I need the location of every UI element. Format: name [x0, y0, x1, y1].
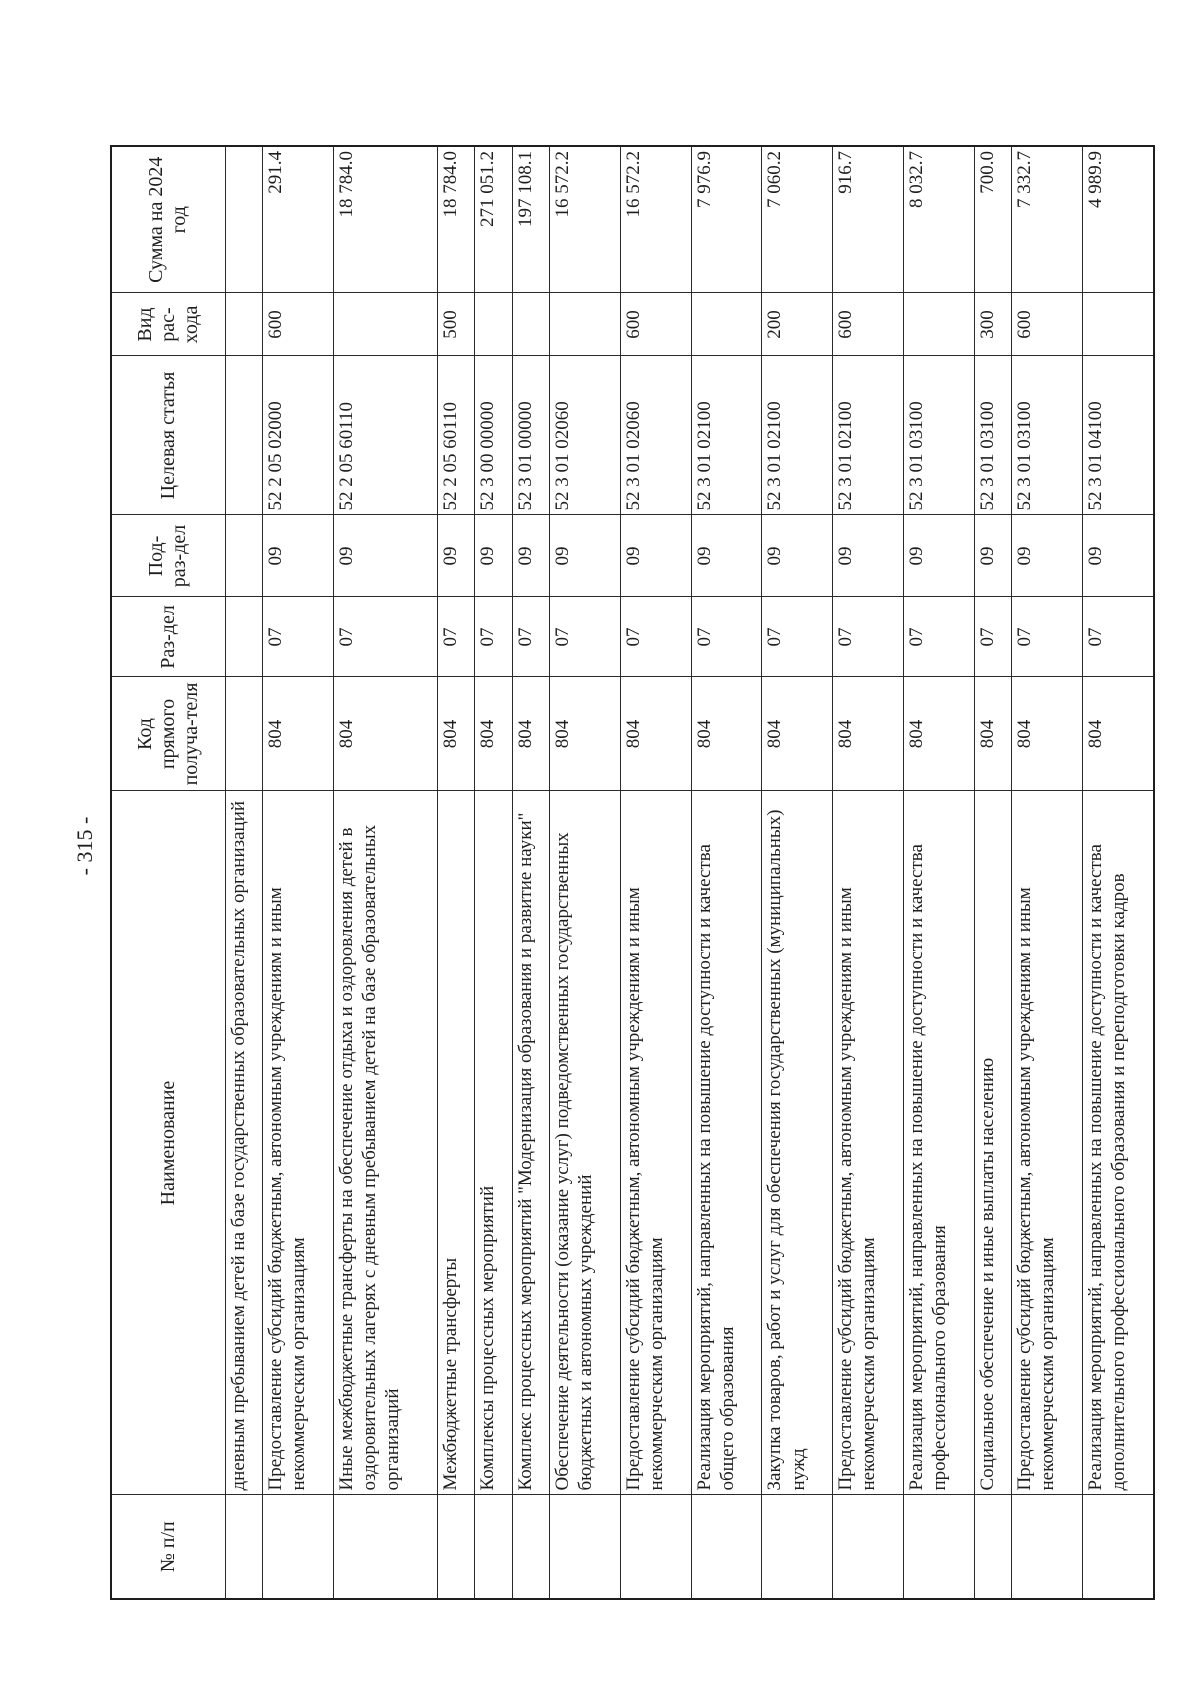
row-subsection [225, 515, 263, 597]
row-expense-type [512, 293, 550, 356]
row-subsection: 09 [1082, 515, 1154, 597]
row-amount: 291.4 [263, 146, 334, 293]
row-target-article: 52 2 05 60110 [437, 356, 475, 515]
row-section: 07 [333, 597, 437, 677]
header-section: Раз-дел [111, 597, 225, 677]
row-recipient-code: 804 [1082, 677, 1154, 791]
row-name: дневным пребыванием детей на базе государственных образовательных организаций [225, 791, 263, 1495]
row-target-article: 52 2 05 60110 [333, 356, 437, 515]
header-name: Наименование [111, 791, 225, 1495]
row-target-article: 52 3 01 02100 [833, 356, 904, 515]
row-target-article: 52 3 01 02060 [550, 356, 621, 515]
table-row [512, 146, 550, 1599]
row-recipient-code: 804 [691, 677, 762, 791]
table-row [691, 146, 762, 1599]
row-subsection: 09 [691, 515, 762, 597]
row-num [903, 1495, 974, 1599]
row-name: Комплекс процессных мероприятий "Модернизация образования и развитие науки" [512, 791, 550, 1495]
table-row [550, 146, 621, 1599]
row-section: 07 [1082, 597, 1154, 677]
row-num [762, 1495, 833, 1599]
row-num [263, 1495, 334, 1599]
row-section: 07 [512, 597, 550, 677]
row-recipient-code: 804 [974, 677, 1012, 791]
row-num [1012, 1495, 1083, 1599]
row-num [512, 1495, 550, 1599]
row-num [437, 1495, 475, 1599]
row-recipient-code: 804 [333, 677, 437, 791]
table-row [333, 146, 437, 1599]
row-num [475, 1495, 513, 1599]
row-num [550, 1495, 621, 1599]
row-expense-type [475, 293, 513, 356]
row-recipient-code: 804 [762, 677, 833, 791]
row-expense-type [225, 293, 263, 356]
row-subsection: 09 [833, 515, 904, 597]
row-subsection: 09 [550, 515, 621, 597]
header-subsection: Под-раз-дел [111, 515, 225, 597]
header-recipient-code: Код прямого получа-теля [111, 677, 225, 791]
row-expense-type [903, 293, 974, 356]
table-row [903, 146, 974, 1599]
row-subsection: 09 [620, 515, 691, 597]
table-row [1012, 146, 1083, 1599]
row-num [225, 1495, 263, 1599]
row-recipient-code: 804 [475, 677, 513, 791]
table-row [620, 146, 691, 1599]
row-expense-type [691, 293, 762, 356]
row-section: 07 [620, 597, 691, 677]
row-name: Предоставление субсидий бюджетным, автономным учреждениям и иным некоммерческим организациям [620, 791, 691, 1495]
row-recipient-code: 804 [1012, 677, 1083, 791]
row-amount: 8 032.7 [903, 146, 974, 293]
row-num [833, 1495, 904, 1599]
row-section: 07 [475, 597, 513, 677]
row-section: 07 [437, 597, 475, 677]
row-target-article: 52 3 00 00000 [475, 356, 513, 515]
row-section: 07 [903, 597, 974, 677]
table-body [225, 146, 1154, 1599]
table-row [263, 146, 334, 1599]
row-recipient-code: 804 [437, 677, 475, 791]
row-section: 07 [263, 597, 334, 677]
table-row [437, 146, 475, 1599]
row-amount: 916.7 [833, 146, 904, 293]
header-num: № п/п [111, 1495, 225, 1599]
row-subsection: 09 [437, 515, 475, 597]
row-amount: 16 572.2 [620, 146, 691, 293]
row-target-article: 52 3 01 03100 [1012, 356, 1083, 515]
header-amount-2024: Сумма на 2024 год [111, 146, 225, 293]
row-expense-type: 600 [263, 293, 334, 356]
row-name: Иные межбюджетные трансферты на обеспечение отдыха и оздоровления детей в оздоровительных лагерях с дневным пребыванием детей на базе образовательных организаций [333, 791, 437, 1495]
row-num [974, 1495, 1012, 1599]
row-recipient-code: 804 [620, 677, 691, 791]
row-recipient-code: 804 [833, 677, 904, 791]
rotated-table-container [110, 147, 1155, 1600]
table-row [762, 146, 833, 1599]
row-subsection: 09 [263, 515, 334, 597]
row-expense-type: 500 [437, 293, 475, 356]
row-name: Межбюджетные трансферты [437, 791, 475, 1495]
header-expense-type: Вид рас-хода [111, 293, 225, 356]
row-recipient-code: 804 [550, 677, 621, 791]
row-name: Обеспечение деятельности (оказание услуг) подведомственных государственных бюджетных и автономных учреждений [550, 791, 621, 1495]
table-header-row [111, 146, 225, 1599]
row-target-article: 52 3 01 02060 [620, 356, 691, 515]
row-subsection: 09 [762, 515, 833, 597]
row-expense-type: 300 [974, 293, 1012, 356]
row-amount: 4 989.9 [1082, 146, 1154, 293]
row-amount: 700.0 [974, 146, 1012, 293]
row-subsection: 09 [333, 515, 437, 597]
row-name: Комплексы процессных мероприятий [475, 791, 513, 1495]
row-name: Реализация мероприятий, направленных на повышение доступности и качества общего образования [691, 791, 762, 1495]
row-target-article: 52 3 01 00000 [512, 356, 550, 515]
table-row [833, 146, 904, 1599]
row-section: 07 [762, 597, 833, 677]
row-target-article: 52 3 01 03100 [974, 356, 1012, 515]
row-amount: 271 051.2 [475, 146, 513, 293]
row-name: Реализация мероприятий, направленных на повышение доступности и качества профессионального образования [903, 791, 974, 1495]
row-amount: 16 572.2 [550, 146, 621, 293]
row-name: Социальное обеспечение и иные выплаты населению [974, 791, 1012, 1495]
page-number: - 315 - [72, 816, 97, 876]
row-name: Реализация мероприятий, направленных на повышение доступности и качества дополнительного профессионального образования и переподготовки кадров [1082, 791, 1154, 1495]
row-section [225, 597, 263, 677]
row-section: 07 [550, 597, 621, 677]
row-target-article [225, 356, 263, 515]
row-subsection: 09 [903, 515, 974, 597]
row-expense-type [1082, 293, 1154, 356]
row-expense-type: 600 [833, 293, 904, 356]
row-amount: 7 060.2 [762, 146, 833, 293]
row-target-article: 52 3 01 04100 [1082, 356, 1154, 515]
row-recipient-code: 804 [903, 677, 974, 791]
row-expense-type: 600 [620, 293, 691, 356]
row-name: Предоставление субсидий бюджетным, автономным учреждениям и иным некоммерческим организациям [1012, 791, 1083, 1495]
row-section: 07 [833, 597, 904, 677]
table-row [475, 146, 513, 1599]
row-name: Предоставление субсидий бюджетным, автономным учреждениям и иным некоммерческим организациям [263, 791, 334, 1495]
row-subsection: 09 [1012, 515, 1083, 597]
row-target-article: 52 3 01 02100 [762, 356, 833, 515]
row-expense-type: 600 [1012, 293, 1083, 356]
row-target-article: 52 3 01 03100 [903, 356, 974, 515]
row-expense-type: 200 [762, 293, 833, 356]
row-num [1082, 1495, 1154, 1599]
table-row [974, 146, 1012, 1599]
row-num [620, 1495, 691, 1599]
row-subsection: 09 [475, 515, 513, 597]
row-name: Предоставление субсидий бюджетным, автономным учреждениям и иным некоммерческим организациям [833, 791, 904, 1495]
row-amount: 197 108.1 [512, 146, 550, 293]
row-amount: 7 976.9 [691, 146, 762, 293]
row-amount: 7 332.7 [1012, 146, 1083, 293]
row-section: 07 [974, 597, 1012, 677]
row-num [333, 1495, 437, 1599]
row-section: 07 [691, 597, 762, 677]
row-target-article: 52 2 05 02000 [263, 356, 334, 515]
table-row [225, 146, 263, 1599]
row-recipient-code [225, 677, 263, 791]
row-amount: 18 784.0 [437, 146, 475, 293]
row-target-article: 52 3 01 02100 [691, 356, 762, 515]
row-expense-type [550, 293, 621, 356]
row-expense-type [333, 293, 437, 356]
row-name: Закупка товаров, работ и услуг для обеспечения государственных (муниципальных) нужд [762, 791, 833, 1495]
table-row [1082, 146, 1154, 1599]
row-subsection: 09 [512, 515, 550, 597]
header-target-article: Целевая статья [111, 356, 225, 515]
budget-table [110, 145, 1155, 1600]
row-recipient-code: 804 [512, 677, 550, 791]
row-recipient-code: 804 [263, 677, 334, 791]
row-section: 07 [1012, 597, 1083, 677]
row-subsection: 09 [974, 515, 1012, 597]
row-amount: 18 784.0 [333, 146, 437, 293]
row-num [691, 1495, 762, 1599]
row-amount [225, 146, 263, 293]
